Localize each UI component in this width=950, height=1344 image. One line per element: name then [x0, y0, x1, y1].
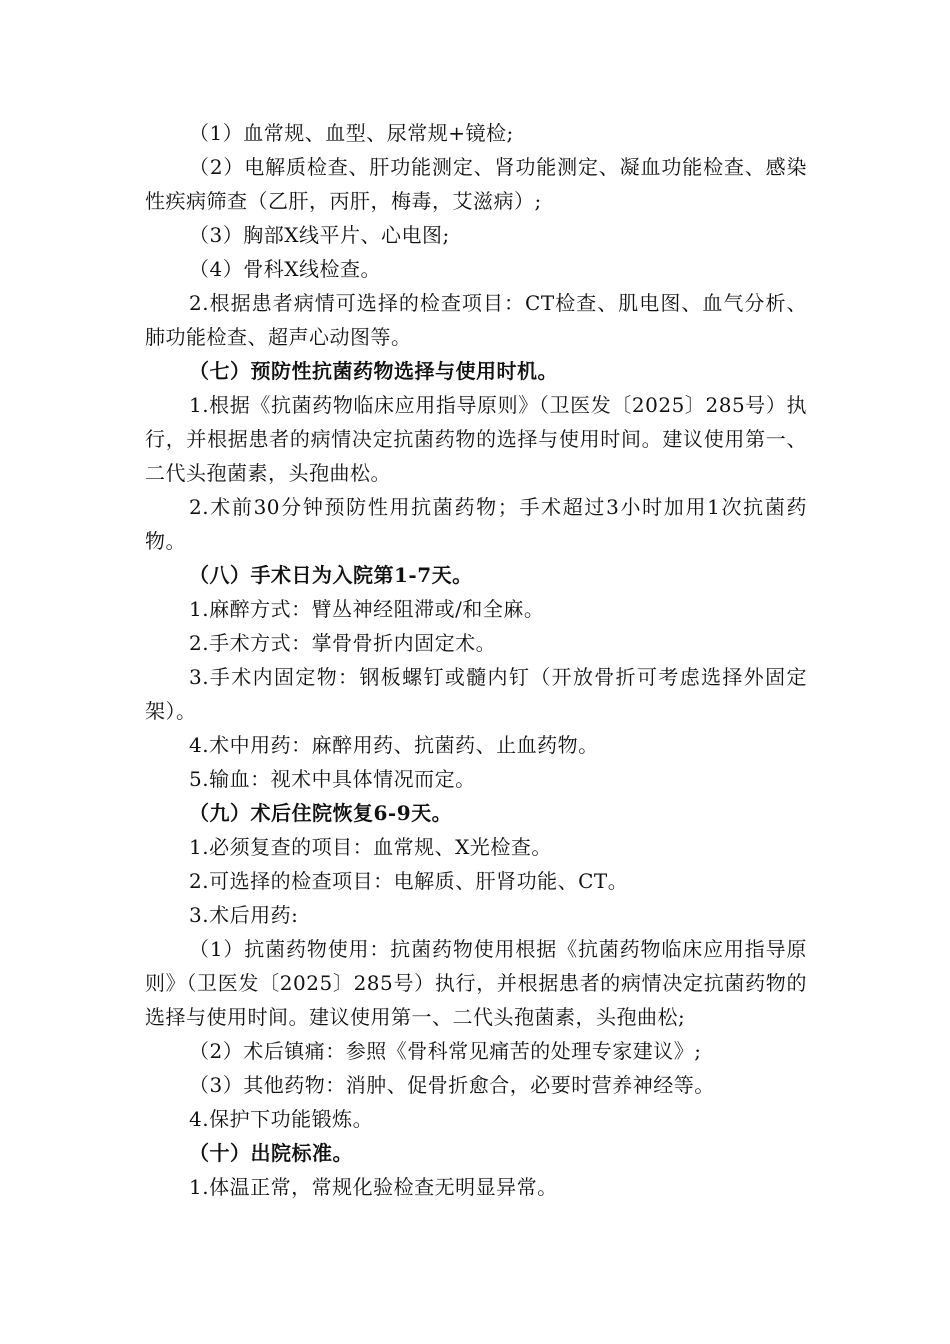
paragraph-postop-analgesia: （2）术后镇痛：参照《骨科常见痛苦的处理专家建议》; [189, 1039, 702, 1063]
paragraph-chest-xray: （3）胸部X线平片、心电图; [189, 223, 450, 247]
paragraph-lab-tests: （2）电解质检查、肝功能测定、肾功能测定、凝血功能检查、感染性疾病筛查（乙肝，丙肝，梅毒，艾滋病）; [145, 155, 807, 213]
paragraph-ortho-xray: （4）骨科X线检查。 [189, 257, 381, 281]
paragraph-postop-meds: 3.术后用药: [189, 903, 299, 927]
paragraph-anesthesia: 1.麻醉方式：臂丛神经阻滞或/和全麻。 [189, 597, 545, 621]
paragraph-discharge-criteria: 1.体温正常，常规化验检查无明显异常。 [189, 1175, 558, 1199]
paragraph-implants: 3.手术内固定物：钢板螺钉或髓内钉（开放骨折可考虑选择外固定架）。 [145, 665, 807, 723]
paragraph-required-followup: 1.必须复查的项目：血常规、X光检查。 [189, 835, 552, 859]
paragraph-other-meds: （3）其他药物：消肿、促骨折愈合，必要时营养神经等。 [189, 1073, 715, 1097]
paragraph-intraop-meds: 4.术中用药：麻醉用药、抗菌药、止血药物。 [189, 733, 599, 757]
paragraph-postop-antibiotics: （1）抗菌药物使用：抗菌药物使用根据《抗菌药物临床应用指导原则》（卫医发〔2025〕285号）执行，并根据患者的病情决定抗菌药物的选择与使用时间。建议使用第一、二代头孢菌素，头孢曲松; [145, 937, 807, 1029]
section-heading-7: （七）预防性抗菌药物选择与使用时机。 [189, 359, 558, 383]
paragraph-optional-tests: 2.根据患者病情可选择的检查项目：CT检查、肌电图、血气分析、肺功能检查、超声心动图等。 [145, 291, 807, 349]
paragraph-surgery-method: 2.手术方式：掌骨骨折内固定术。 [189, 631, 497, 655]
document-body [145, 116, 807, 1204]
section-heading-9: （九）术后住院恢复6-9天。 [189, 801, 453, 825]
paragraph-blood-tests: （1）血常规、血型、尿常规+镜检; [189, 121, 514, 145]
section-heading-10: （十）出院标准。 [189, 1141, 353, 1165]
paragraph-antibiotic-timing: 2.术前30分钟预防性用抗菌药物；手术超过3小时加用1次抗菌药物。 [145, 495, 807, 553]
paragraph-transfusion: 5.输血：视术中具体情况而定。 [189, 767, 476, 791]
paragraph-optional-followup: 2.可选择的检查项目：电解质、肝肾功能、CT。 [189, 869, 629, 893]
section-heading-8: （八）手术日为入院第1-7天。 [189, 563, 473, 587]
paragraph-rehab: 4.保护下功能锻炼。 [189, 1107, 374, 1131]
paragraph-antibiotic-guideline: 1.根据《抗菌药物临床应用指导原则》（卫医发〔2025〕285号）执行，并根据患者的病情决定抗菌药物的选择与使用时间。建议使用第一、二代头孢菌素，头孢曲松。 [145, 393, 807, 485]
